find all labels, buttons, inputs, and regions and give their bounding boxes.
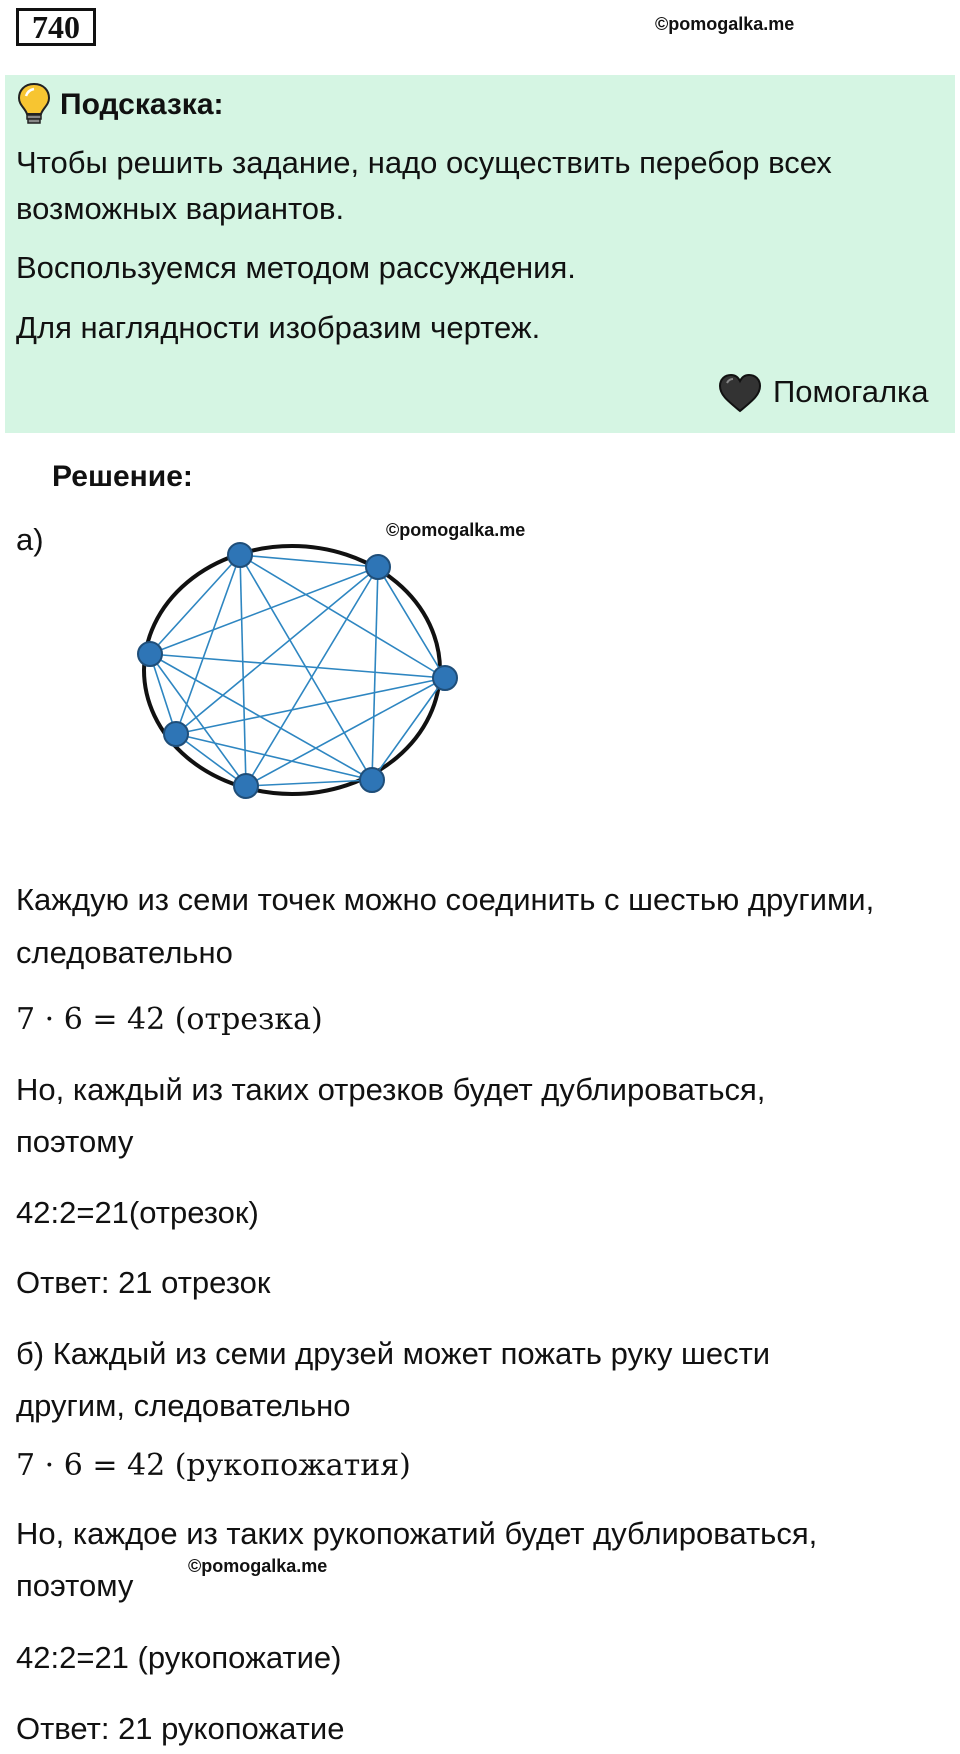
math-line: 7 · 6 = 42 (рукопожатия) — [16, 1448, 411, 1483]
solution-line: Но, каждое из таких рукопожатий будет дублироваться, — [16, 1516, 818, 1551]
lightbulb-icon — [16, 82, 52, 126]
solution-line: 42:2=21(отрезок) — [16, 1195, 259, 1230]
solution-line: б) Каждый из семи друзей может пожать руку шести — [16, 1336, 771, 1371]
heart-icon — [718, 373, 762, 413]
solution-title: Решение: — [52, 460, 193, 493]
segment-line — [150, 555, 240, 654]
segment-line — [372, 567, 378, 780]
solution-line: другим, следовательно — [16, 1388, 351, 1423]
hint-line: Для наглядности изобразим чертеж. — [16, 310, 541, 345]
part-a-label: а) — [16, 522, 44, 557]
solution-line: поэтому — [16, 1124, 134, 1159]
segment-line — [150, 654, 445, 678]
segment-line — [246, 678, 445, 786]
solution-line: поэтому — [16, 1568, 134, 1603]
segment-line — [240, 555, 246, 786]
diagram-point — [234, 774, 258, 798]
watermark-diagram: ©pomogalka.me — [386, 520, 526, 540]
solution-line: Каждую из семи точек можно соединить с шестью другими, — [16, 882, 875, 917]
diagram-point — [138, 642, 162, 666]
diagram-point — [366, 555, 390, 579]
math-line: 7 · 6 = 42 (отрезка) — [16, 1002, 323, 1037]
brand-name: Помогалка — [773, 374, 929, 409]
segment-line — [378, 567, 445, 678]
diagram-point — [433, 666, 457, 690]
watermark-top: ©pomogalka.me — [655, 14, 795, 34]
hint-title: Подсказка: — [60, 88, 224, 121]
points-diagram — [130, 530, 470, 810]
solution-line: Но, каждый из таких отрезков будет дублироваться, — [16, 1072, 766, 1107]
hint-line: Чтобы решить задание, надо осуществить перебор всех — [16, 145, 832, 180]
solution-line: 42:2=21 (рукопожатие) — [16, 1640, 342, 1675]
diagram-point — [228, 543, 252, 567]
answer-b: Ответ: 21 рукопожатие — [16, 1711, 345, 1746]
segment-line — [240, 555, 445, 678]
hint-line: возможных вариантов. — [16, 191, 345, 226]
segment-line — [372, 678, 445, 780]
task-number: 740 — [16, 8, 96, 46]
diagram-edges — [150, 555, 445, 786]
diagram-circle — [144, 546, 440, 794]
hint-line: Воспользуемся методом рассуждения. — [16, 250, 576, 285]
segment-line — [176, 678, 445, 734]
diagram-point — [164, 722, 188, 746]
segment-line — [150, 567, 378, 654]
diagram-point — [360, 768, 384, 792]
answer-a: Ответ: 21 отрезок — [16, 1265, 271, 1300]
watermark-bottom: ©pomogalka.me — [188, 1556, 328, 1576]
solution-line: следовательно — [16, 935, 233, 970]
